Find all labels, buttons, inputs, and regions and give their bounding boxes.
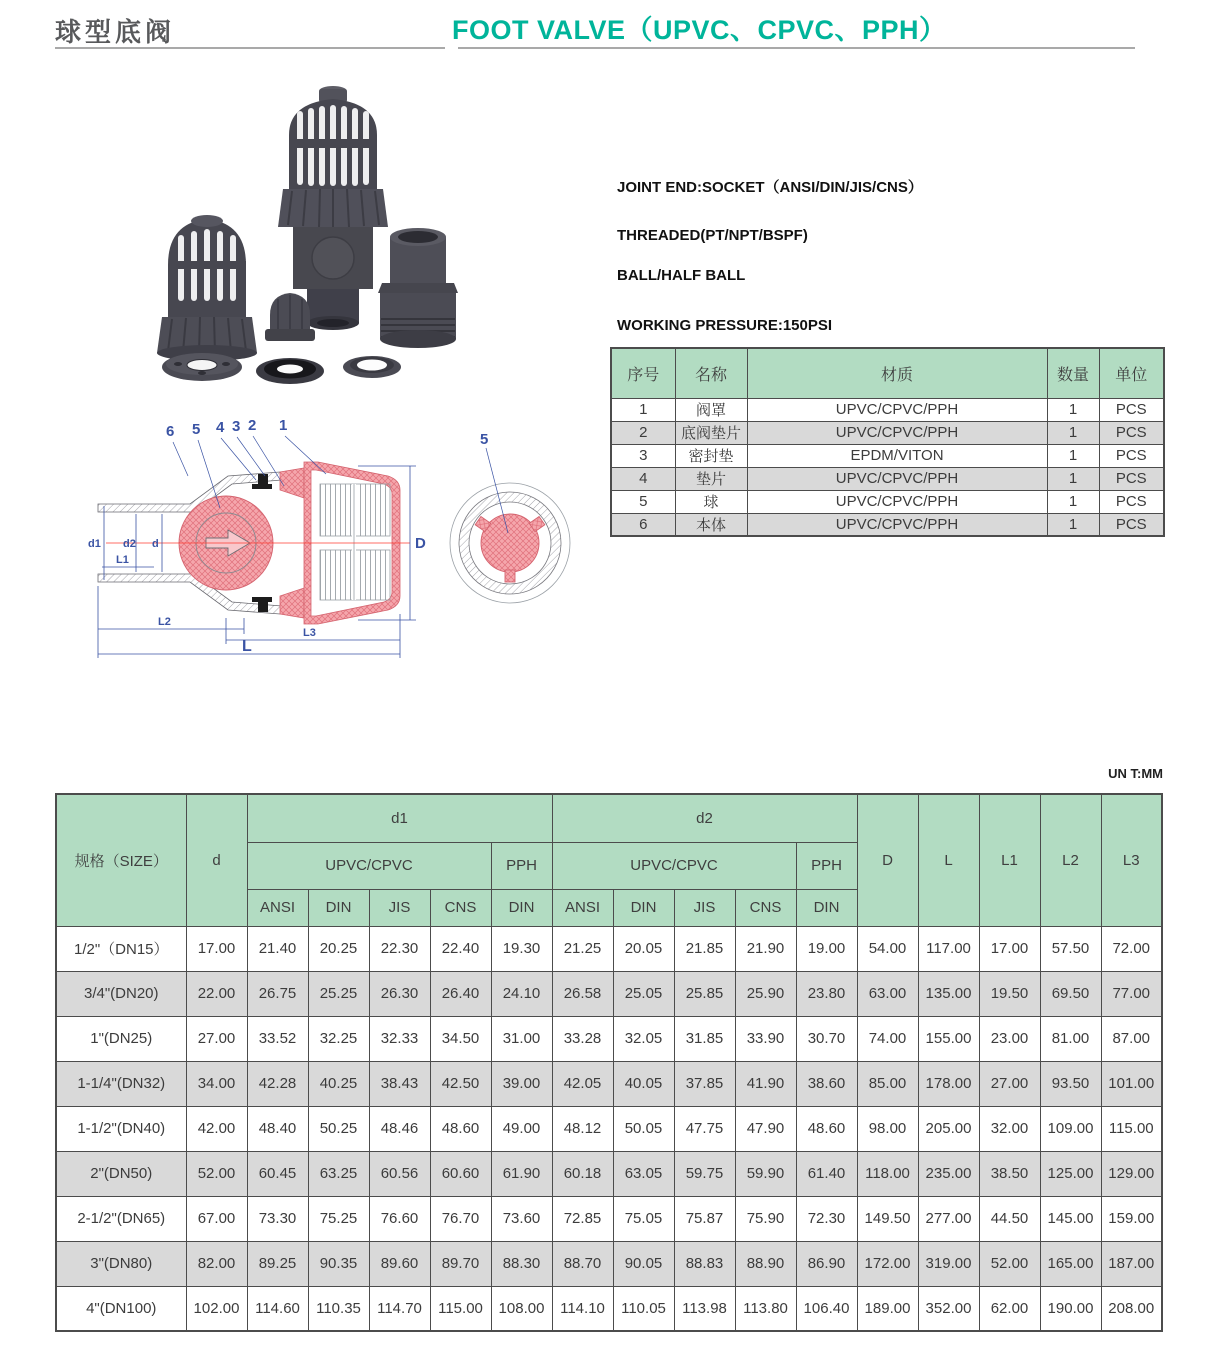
table-cell: 23.00 [979,1016,1040,1061]
table-cell: 3/4"(DN20) [56,971,186,1016]
table-cell: 60.45 [247,1151,308,1196]
table-cell: 20.25 [308,926,369,971]
table-cell: 110.05 [613,1286,674,1331]
table-cell: PCS [1099,467,1164,490]
valve-assembled [278,86,388,330]
parts-header-row [611,348,1164,398]
table-cell: 109.00 [1040,1106,1101,1151]
table-cell: 77.00 [1101,971,1162,1016]
table-cell: 63.00 [857,971,918,1016]
table-row [56,1061,1162,1106]
table-cell: 110.35 [308,1286,369,1331]
table-cell: 73.30 [247,1196,308,1241]
table-cell: 106.40 [796,1286,857,1331]
table-cell: 187.00 [1101,1241,1162,1286]
strainer-cage [157,215,257,361]
table-cell: 42.28 [247,1061,308,1106]
table-cell: 178.00 [918,1061,979,1106]
table-cell: UPVC/CPVC/PPH [747,398,1047,421]
table-cell: 155.00 [918,1016,979,1061]
table-row [56,1016,1162,1061]
table-cell: 34.50 [430,1016,491,1061]
table-cell: 1 [1047,444,1099,467]
table-cell: 352.00 [918,1286,979,1331]
table-cell: 3 [611,444,675,467]
table-cell: 125.00 [1040,1151,1101,1196]
table-cell: 1/2"（DN15） [56,926,186,971]
dim-header-L: L [918,794,979,926]
table-cell: 4 [611,467,675,490]
table-cell: 63.05 [613,1151,674,1196]
dim-header-d: d [186,794,247,926]
table-cell: 165.00 [1040,1241,1101,1286]
svg-text:L: L [242,638,252,655]
table-cell: 61.40 [796,1151,857,1196]
table-cell: 1 [1047,398,1099,421]
title-underline-right [458,47,1135,49]
table-cell: 2"(DN50) [56,1151,186,1196]
table-cell: 42.00 [186,1106,247,1151]
table-cell: UPVC/CPVC/PPH [747,490,1047,513]
table-cell: 145.00 [1040,1196,1101,1241]
table-cell: 115.00 [430,1286,491,1331]
table-row [611,444,1164,467]
table-cell: 235.00 [918,1151,979,1196]
table-cell: 23.80 [796,971,857,1016]
table-cell: 61.90 [491,1151,552,1196]
table-cell: 19.00 [796,926,857,971]
svg-text:d1: d1 [88,538,101,550]
table-cell: 17.00 [186,926,247,971]
table-cell: 135.00 [918,971,979,1016]
valve-body-part [378,228,458,348]
table-cell: UPVC/CPVC/PPH [747,513,1047,536]
table-cell: 32.25 [308,1016,369,1061]
table-row [56,1106,1162,1151]
table-cell: 2 [611,421,675,444]
table-cell: 41.90 [735,1061,796,1106]
table-cell: 阀罩 [675,398,747,421]
table-cell: 44.50 [979,1196,1040,1241]
svg-text:5: 5 [480,431,489,448]
table-cell: 60.56 [369,1151,430,1196]
table-row [611,421,1164,444]
table-cell: 74.00 [857,1016,918,1061]
table-cell: 93.50 [1040,1061,1101,1106]
table-cell: PCS [1099,490,1164,513]
front-view [450,431,570,603]
table-cell: 32.05 [613,1016,674,1061]
table-row [56,1286,1162,1331]
table-cell: 19.50 [979,971,1040,1016]
table-cell: 33.28 [552,1016,613,1061]
table-cell: 17.00 [979,926,1040,971]
table-cell: 39.00 [491,1061,552,1106]
table-row [56,1196,1162,1241]
table-cell: 87.00 [1101,1016,1162,1061]
parts-table [610,347,1165,537]
table-row [611,513,1164,536]
table-cell: 63.25 [308,1151,369,1196]
table-cell: 57.50 [1040,926,1101,971]
table-cell: 1-1/4"(DN32) [56,1061,186,1106]
unit-note: UN T:MM [1108,766,1163,781]
table-cell: 60.60 [430,1151,491,1196]
spec-joint-end: JOINT END:SOCKET（ANSI/DIN/JIS/CNS） [617,179,923,196]
page-title-english: FOOT VALVE（UPVC、CPVC、PPH） [452,15,947,45]
table-cell: 26.40 [430,971,491,1016]
dim-header-standard: CNS [735,889,796,926]
table-cell: PCS [1099,421,1164,444]
parts-header-name: 名称 [675,348,747,398]
table-cell: 3"(DN80) [56,1241,186,1286]
dim-header-standard: CNS [430,889,491,926]
table-cell: 76.70 [430,1196,491,1241]
table-cell: 59.75 [674,1151,735,1196]
table-cell: 277.00 [918,1196,979,1241]
table-cell: 33.52 [247,1016,308,1061]
dim-header-size: 规格（SIZE） [56,794,186,926]
table-cell: 38.43 [369,1061,430,1106]
dimension-table [55,793,1163,1332]
page-title-chinese: 球型底阀 [55,17,176,47]
dim-header-L3: L3 [1101,794,1162,926]
table-cell: 26.30 [369,971,430,1016]
table-cell: 114.70 [369,1286,430,1331]
dim-header-standard: DIN [796,889,857,926]
table-cell: 149.50 [857,1196,918,1241]
table-cell: UPVC/CPVC/PPH [747,421,1047,444]
table-cell: 球 [675,490,747,513]
table-cell: 76.60 [369,1196,430,1241]
table-cell: 48.46 [369,1106,430,1151]
dim-header-standard: DIN [308,889,369,926]
table-cell: 48.12 [552,1106,613,1151]
table-cell: 101.00 [1101,1061,1162,1106]
table-cell: 172.00 [857,1241,918,1286]
dim-header-standard: JIS [369,889,430,926]
dim-header-upvc-d1: UPVC/CPVC [247,842,491,889]
parts-header-unit: 单位 [1099,348,1164,398]
parts-header-material: 材质 [747,348,1047,398]
table-cell: 50.25 [308,1106,369,1151]
table-cell: 69.50 [1040,971,1101,1016]
table-row [611,490,1164,513]
dim-header-d2: d2 [552,794,857,842]
svg-text:1: 1 [279,418,288,434]
table-cell: 82.00 [186,1241,247,1286]
table-cell: 54.00 [857,926,918,971]
table-cell: 31.85 [674,1016,735,1061]
table-cell: 159.00 [1101,1196,1162,1241]
table-cell: 5 [611,490,675,513]
dim-header-standard: ANSI [552,889,613,926]
svg-text:L2: L2 [158,616,171,628]
table-cell: 1-1/2"(DN40) [56,1106,186,1151]
table-cell: 52.00 [979,1241,1040,1286]
table-cell: 114.10 [552,1286,613,1331]
table-cell: 22.40 [430,926,491,971]
table-cell: 118.00 [857,1151,918,1196]
svg-text:2: 2 [248,418,257,434]
table-cell: PCS [1099,513,1164,536]
dim-header-L1: L1 [979,794,1040,926]
dim-header-d1: d1 [247,794,552,842]
table-cell: EPDM/VITON [747,444,1047,467]
table-cell: 48.60 [430,1106,491,1151]
dim-header-upvc-d2: UPVC/CPVC [552,842,796,889]
svg-text:d2: d2 [123,538,136,550]
gasket-ring [343,356,401,378]
table-cell: 38.50 [979,1151,1040,1196]
table-cell: 4"(DN100) [56,1286,186,1331]
dim-header-standard: DIN [491,889,552,926]
table-row [56,1241,1162,1286]
table-cell: 19.30 [491,926,552,971]
table-cell: 27.00 [979,1061,1040,1106]
table-cell: 21.85 [674,926,735,971]
table-cell: 22.00 [186,971,247,1016]
table-cell: 113.80 [735,1286,796,1331]
dim-header-standard: DIN [613,889,674,926]
svg-text:L3: L3 [303,627,316,639]
dim-header-row1 [56,794,1162,842]
table-cell: 40.25 [308,1061,369,1106]
table-cell: 98.00 [857,1106,918,1151]
table-cell: 72.30 [796,1196,857,1241]
table-cell: 75.25 [308,1196,369,1241]
table-cell: 59.90 [735,1151,796,1196]
table-cell: 102.00 [186,1286,247,1331]
table-cell: 49.00 [491,1106,552,1151]
table-cell: 88.70 [552,1241,613,1286]
table-cell: 72.00 [1101,926,1162,971]
table-cell: 1 [1047,513,1099,536]
table-cell: 114.60 [247,1286,308,1331]
table-cell: 25.90 [735,971,796,1016]
table-cell: 90.35 [308,1241,369,1286]
technical-drawing [58,418,603,668]
table-cell: 319.00 [918,1241,979,1286]
table-cell: 30.70 [796,1016,857,1061]
gasket-flat [162,353,242,381]
table-cell: 117.00 [918,926,979,971]
table-row [56,926,1162,971]
dimension-table-body [56,926,1162,1331]
svg-text:d: d [152,538,159,550]
table-cell: 60.18 [552,1151,613,1196]
table-cell: 1 [1047,490,1099,513]
svg-text:D: D [415,535,426,552]
table-cell: 85.00 [857,1061,918,1106]
table-cell: 22.30 [369,926,430,971]
table-cell: 115.00 [1101,1106,1162,1151]
table-cell: 27.00 [186,1016,247,1061]
title-underline-left [55,47,445,49]
table-cell: 190.00 [1040,1286,1101,1331]
table-cell: 86.90 [796,1241,857,1286]
table-cell: 48.40 [247,1106,308,1151]
table-cell: PCS [1099,444,1164,467]
parts-header-qty: 数量 [1047,348,1099,398]
svg-text:L1: L1 [116,554,129,566]
table-cell: 26.75 [247,971,308,1016]
table-cell: 1 [1047,467,1099,490]
table-cell: 81.00 [1040,1016,1101,1061]
gasket-oring [256,358,324,384]
product-photo [100,75,600,420]
table-row [611,398,1164,421]
table-cell: 1 [611,398,675,421]
table-cell: 189.00 [857,1286,918,1331]
table-cell: 本体 [675,513,747,536]
table-cell: 21.25 [552,926,613,971]
dim-header-standard: ANSI [247,889,308,926]
table-cell: 1 [1047,421,1099,444]
svg-text:3: 3 [232,418,241,435]
table-cell: 75.87 [674,1196,735,1241]
table-cell: 75.90 [735,1196,796,1241]
table-cell: 38.60 [796,1061,857,1106]
table-cell: 88.90 [735,1241,796,1286]
svg-text:6: 6 [166,423,175,440]
table-cell: 底阀垫片 [675,421,747,444]
table-cell: 208.00 [1101,1286,1162,1331]
spec-ball: BALL/HALF BALL [617,267,746,284]
table-cell: 24.10 [491,971,552,1016]
table-cell: 32.00 [979,1106,1040,1151]
table-cell: 42.50 [430,1061,491,1106]
table-cell: 90.05 [613,1241,674,1286]
spec-pressure: WORKING PRESSURE:150PSI [617,317,833,334]
table-cell: 113.98 [674,1286,735,1331]
dim-header-D: D [857,794,918,926]
table-row [56,1151,1162,1196]
table-row [611,467,1164,490]
table-cell: 42.05 [552,1061,613,1106]
table-cell: 72.85 [552,1196,613,1241]
table-cell: 75.05 [613,1196,674,1241]
table-cell: 89.25 [247,1241,308,1286]
table-cell: 26.58 [552,971,613,1016]
table-cell: 129.00 [1101,1151,1162,1196]
table-cell: 21.40 [247,926,308,971]
table-cell: 88.30 [491,1241,552,1286]
spec-text-block [617,180,923,333]
parts-header-no: 序号 [611,348,675,398]
dim-header-pph-d1: PPH [491,842,552,889]
table-cell: 62.00 [979,1286,1040,1331]
table-cell: 20.05 [613,926,674,971]
table-cell: 21.90 [735,926,796,971]
parts-table-body [611,398,1164,536]
table-cell: 33.90 [735,1016,796,1061]
table-cell: 37.85 [674,1061,735,1106]
spec-threaded: THREADED(PT/NPT/BSPF) [617,227,808,244]
table-cell: 25.25 [308,971,369,1016]
table-cell: 密封垫 [675,444,747,467]
table-cell: 32.33 [369,1016,430,1061]
svg-text:4: 4 [216,419,225,436]
table-cell: 1"(DN25) [56,1016,186,1061]
table-cell: 47.90 [735,1106,796,1151]
table-cell: PCS [1099,398,1164,421]
table-cell: 50.05 [613,1106,674,1151]
table-cell: 108.00 [491,1286,552,1331]
table-cell: 48.60 [796,1106,857,1151]
table-cell: 89.70 [430,1241,491,1286]
table-cell: 47.75 [674,1106,735,1151]
table-cell: 89.60 [369,1241,430,1286]
table-cell: 52.00 [186,1151,247,1196]
dim-header-standard: JIS [674,889,735,926]
table-cell: 6 [611,513,675,536]
table-cell: 垫片 [675,467,747,490]
svg-text:5: 5 [192,421,201,438]
dim-header-L2: L2 [1040,794,1101,926]
table-cell: 67.00 [186,1196,247,1241]
table-cell: 40.05 [613,1061,674,1106]
table-cell: 88.83 [674,1241,735,1286]
table-cell: 31.00 [491,1016,552,1061]
table-cell: UPVC/CPVC/PPH [747,467,1047,490]
table-cell: 2-1/2"(DN65) [56,1196,186,1241]
dim-header-pph-d2: PPH [796,842,857,889]
table-cell: 73.60 [491,1196,552,1241]
table-cell: 205.00 [918,1106,979,1151]
table-cell: 34.00 [186,1061,247,1106]
table-cell: 25.05 [613,971,674,1016]
table-row [56,971,1162,1016]
table-cell: 25.85 [674,971,735,1016]
